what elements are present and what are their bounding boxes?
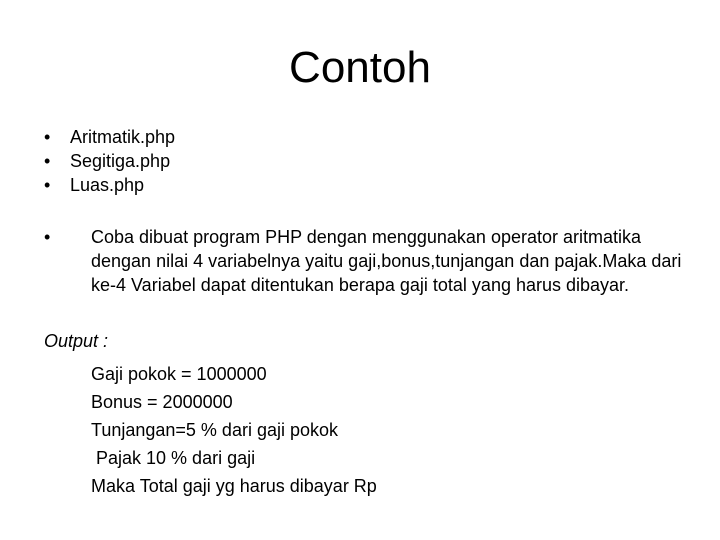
bullet-icon: •: [44, 175, 51, 195]
output-line: Gaji pokok = 1000000: [91, 364, 267, 384]
output-line: Tunjangan=5 % dari gaji pokok: [91, 420, 338, 440]
output-line: Pajak 10 % dari gaji: [91, 448, 256, 468]
bullet-icon: •: [44, 227, 51, 247]
list-item: [44, 149, 175, 173]
slide-title: Contoh: [289, 43, 431, 92]
file-name: Luas.php: [70, 175, 145, 195]
output-line: Maka Total gaji yg harus dibayar Rp: [91, 476, 377, 496]
file-name: Aritmatik.php: [70, 127, 176, 147]
bullet-icon: •: [44, 127, 51, 147]
output-lines: [91, 360, 377, 500]
file-name: Segitiga.php: [70, 151, 171, 171]
bullet-icon: •: [44, 151, 51, 171]
task-text: Coba dibuat program PHP dengan menggunakan operator aritmatika dengan nilai 4 variabelnya yaitu gaji,bonus,tunjangan dan pajak.Maka dari ke-4 Variabel dapat ditentukan berapa gaji total yang harus dibayar.: [91, 227, 682, 295]
output-line: Bonus = 2000000: [91, 392, 233, 412]
list-item: [44, 173, 175, 197]
output-label: Output :: [44, 331, 109, 351]
list-item: [44, 125, 175, 149]
task-description: [44, 225, 684, 297]
file-list: [44, 125, 175, 197]
